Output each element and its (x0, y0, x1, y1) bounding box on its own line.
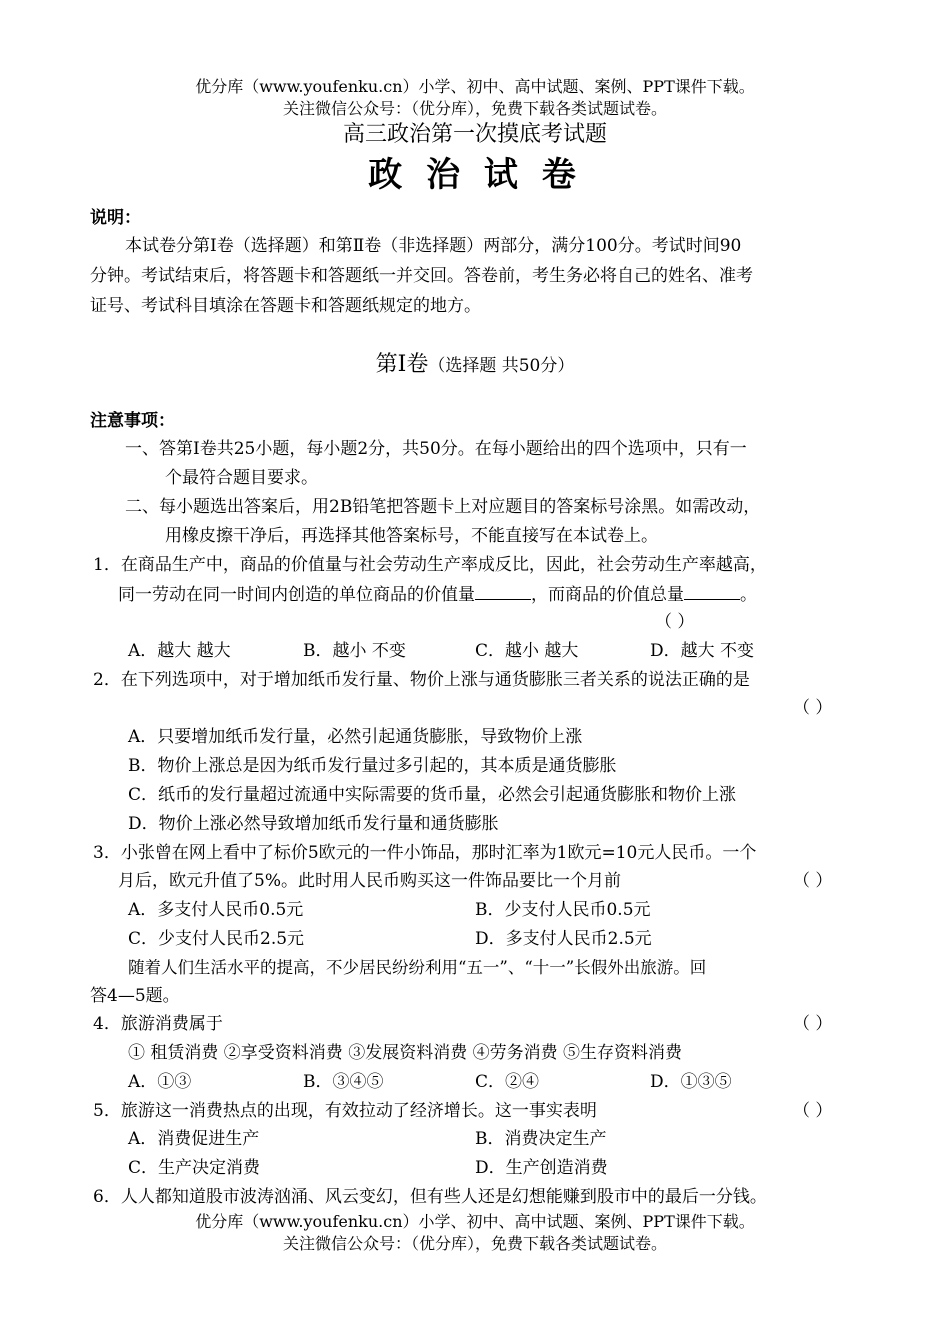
question-2-option-a: A．只要增加纸币发行量，必然引起通货膨胀，导致物价上涨 (128, 727, 583, 747)
question-4-option-a: A．①③ (128, 1072, 192, 1092)
question-5-option-c: C．生产决定消费 (128, 1158, 261, 1178)
section-title (0, 354, 950, 376)
question-1-text-b: ，而商品的价值总量 (531, 585, 684, 605)
question-1-option-b: B．越小 不变 (303, 641, 406, 661)
instructions-line-1: 本试卷分第Ⅰ卷（选择题）和第Ⅱ卷（非选择题）两部分，满分100分。考试时间90 (125, 236, 742, 256)
footer-line-1: 优分库（www.youfenku.cn）小学、初中、高中试题、案例、PPT课件下载。 (195, 1212, 755, 1231)
notes-item-1-cont: 个最符合题目要求。 (165, 468, 318, 488)
answer-bracket: （ ） (793, 1101, 833, 1121)
question-4-choices: ① 租赁消费 ②享受资料消费 ③发展资料消费 ④劳务消费 ⑤生存资料消费 (128, 1043, 683, 1063)
passage-line-1: 随着人们生活水平的提高，不少居民纷纷利用“五一”、“十一”长假外出旅游。回 (128, 958, 707, 977)
question-1-text-c: 。 (740, 585, 757, 605)
question-5-option-d: D．生产创造消费 (475, 1158, 608, 1178)
answer-bracket: （ ） (793, 1014, 833, 1034)
question-1-option-a: A．越大 越大 (128, 641, 231, 661)
question-4-option-c: C．②④ (475, 1072, 540, 1092)
instructions-line-2: 分钟。考试结束后，将答题卡和答题纸一并交回。答卷前，考生务必将自己的姓名、准考 (90, 266, 753, 286)
exam-subtitle: 高三政治第一次摸底考试题 (342, 122, 607, 147)
question-6-stem: 6．人人都知道股市波涛汹涌、风云变幻，但有些人还是幻想能赚到股市中的最后一分钱。 (93, 1187, 767, 1207)
question-4-option-d: D．①③⑤ (650, 1072, 732, 1092)
question-1-option-d: D．越大 不变 (650, 641, 755, 661)
section-title-note: （选择题 共50分） (428, 356, 575, 376)
notes-item-2: 二、每小题选出答案后，用2B铅笔把答题卡上对应题目的答案标号涂黑。如需改动， (125, 497, 761, 517)
question-5-option-b: B．消费决定生产 (475, 1129, 607, 1149)
question-3-option-c: C．少支付人民币2.5元 (128, 929, 305, 949)
answer-bracket: （ ） (793, 871, 833, 891)
exam-title: 政 治 试 卷 (368, 155, 582, 195)
instructions-heading: 说明： (90, 208, 141, 228)
answer-bracket: （ ） (655, 612, 695, 632)
notes-heading: 注意事项： (90, 411, 175, 431)
question-3-option-b: B．少支付人民币0.5元 (475, 900, 651, 920)
notes-item-2-cont: 用橡皮擦干净后，再选择其他答案标号，不能直接写在本试卷上。 (165, 526, 658, 546)
question-1-text-a: 同一劳动在同一时间内创造的单位商品的价值量 (118, 585, 475, 605)
footer-line-2: 关注微信公众号：（优分库），免费下载各类试题试卷。 (282, 1234, 667, 1253)
question-4-stem: 4．旅游消费属于 (93, 1014, 223, 1034)
question-2-stem: 2．在下列选项中，对于增加纸币发行量、物价上涨与通货膨胀三者关系的说法正确的是 (93, 670, 750, 690)
question-3-option-a: A．多支付人民币0.5元 (128, 900, 304, 920)
question-3-line-1: 3．小张曾在网上看中了标价5欧元的一件小饰品，那时汇率为1欧元=10元人民币。一个 (93, 843, 757, 863)
answer-bracket: （ ） (793, 698, 833, 718)
passage-line-2: 答4—5题。 (90, 986, 180, 1006)
instructions-line-3: 证号、考试科目填涂在答题卡和答题纸规定的地方。 (90, 296, 481, 316)
header-line-2: 关注微信公众号：（优分库），免费下载各类试题试卷。 (282, 99, 667, 118)
question-3-option-d: D．多支付人民币2.5元 (475, 929, 652, 949)
question-2-option-c: C．纸币的发行量超过流通中实际需要的货币量，必然会引起通货膨胀和物价上涨 (128, 785, 737, 805)
question-1-line-1: 1．在商品生产中，商品的价值量与社会劳动生产率成反比，因此，社会劳动生产率越高， (93, 555, 767, 575)
question-1-line-2 (118, 585, 757, 604)
question-3-line-2: 月后，欧元升值了5%。此时用人民币购买这一件饰品要比一个月前 (118, 871, 621, 891)
answer-blank (684, 585, 740, 600)
question-5-option-a: A．消费促进生产 (128, 1129, 260, 1149)
question-5-stem: 5．旅游这一消费热点的出现，有效拉动了经济增长。这一事实表明 (93, 1101, 597, 1121)
question-4-option-b: B．③④⑤ (303, 1072, 384, 1092)
question-1-option-c: C．越小 越大 (475, 641, 579, 661)
notes-item-1: 一、答第Ⅰ卷共25小题，每小题2分，共50分。在每小题给出的四个选项中，只有一 (125, 439, 747, 459)
section-title-main: 第Ⅰ卷 (375, 352, 429, 377)
header-line-1: 优分库（www.youfenku.cn）小学、初中、高中试题、案例、PPT课件下载。 (195, 77, 755, 96)
question-2-option-d: D．物价上涨必然导致增加纸币发行量和通货膨胀 (128, 814, 499, 834)
answer-blank (475, 585, 531, 600)
question-2-option-b: B．物价上涨总是因为纸币发行量过多引起的，其本质是通货膨胀 (128, 756, 617, 776)
